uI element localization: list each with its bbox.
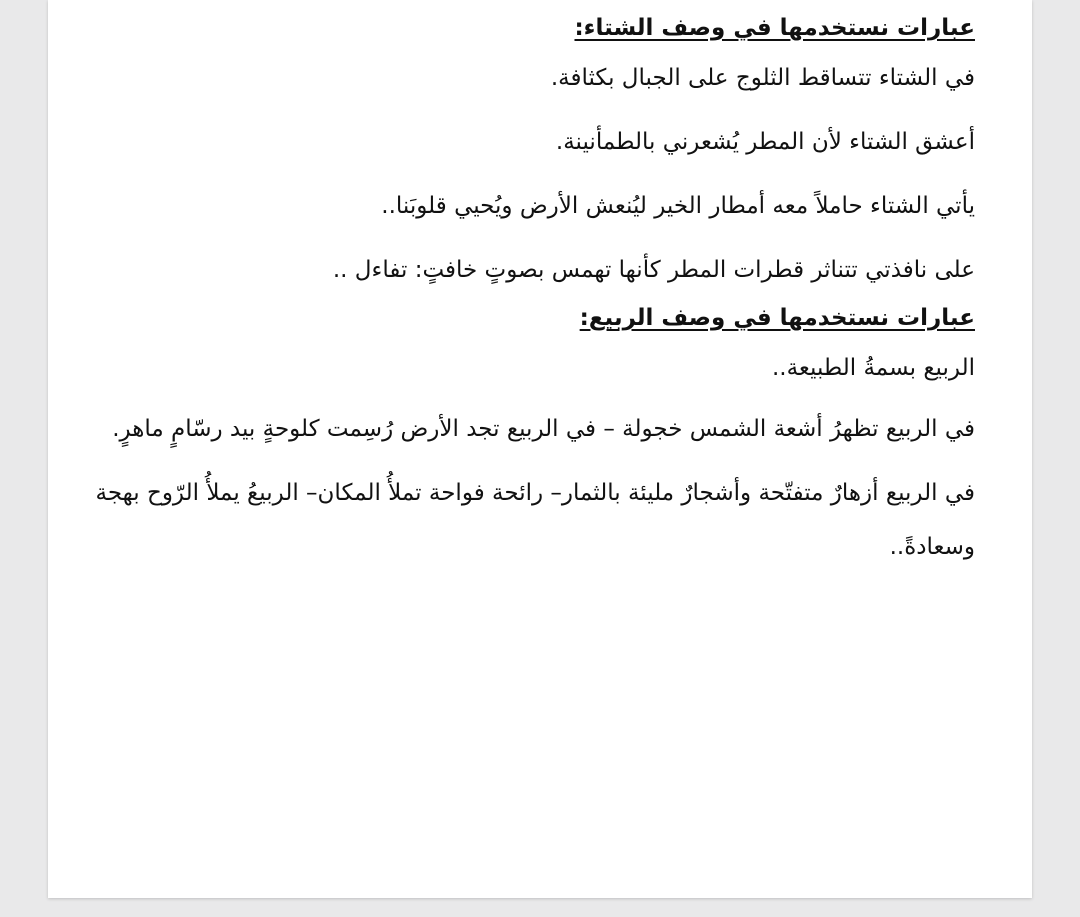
spring-sentence-1: الربيع بسمةُ الطبيعة..	[771, 355, 975, 381]
spring-heading: عبارات نستخدمها في وصف الربيع:	[579, 305, 975, 331]
winter-sentence-2: أعشق الشتاء لأن المطر يُشعرني بالطمأنينة.	[555, 129, 975, 155]
winter-sentence-3: يأتي الشتاء حاملاً معه أمطار الخير ليُنعش الأرض ويُحيي قلوبَنا..	[381, 193, 975, 219]
winter-heading: عبارات نستخدمها في وصف الشتاء:	[574, 15, 975, 41]
document-page	[48, 0, 1032, 898]
spring-sentence-3: في الربيع أزهارٌ متفتّحة وأشجارٌ مليئة بالثمار– رائحة فواحة تملأُ المكان– الربيعُ يملأُ الرّوح بهجة وسعادةً..	[95, 480, 975, 560]
winter-sentence-4: على نافذتي تتناثر قطرات المطر كأنها تهمس بصوتٍ خافتٍ: تفاءل ..	[332, 257, 975, 283]
winter-sentence-1: في الشتاء تتساقط الثلوج على الجبال بكثافة.	[550, 65, 975, 91]
document-content	[95, 8, 975, 584]
spring-sentence-2: في الربيع تظهرُ أشعة الشمس خجولة – في الربيع تجد الأرض رُسِمت كلوحةٍ بيد رسّامٍ ماهرٍ.	[112, 416, 975, 442]
